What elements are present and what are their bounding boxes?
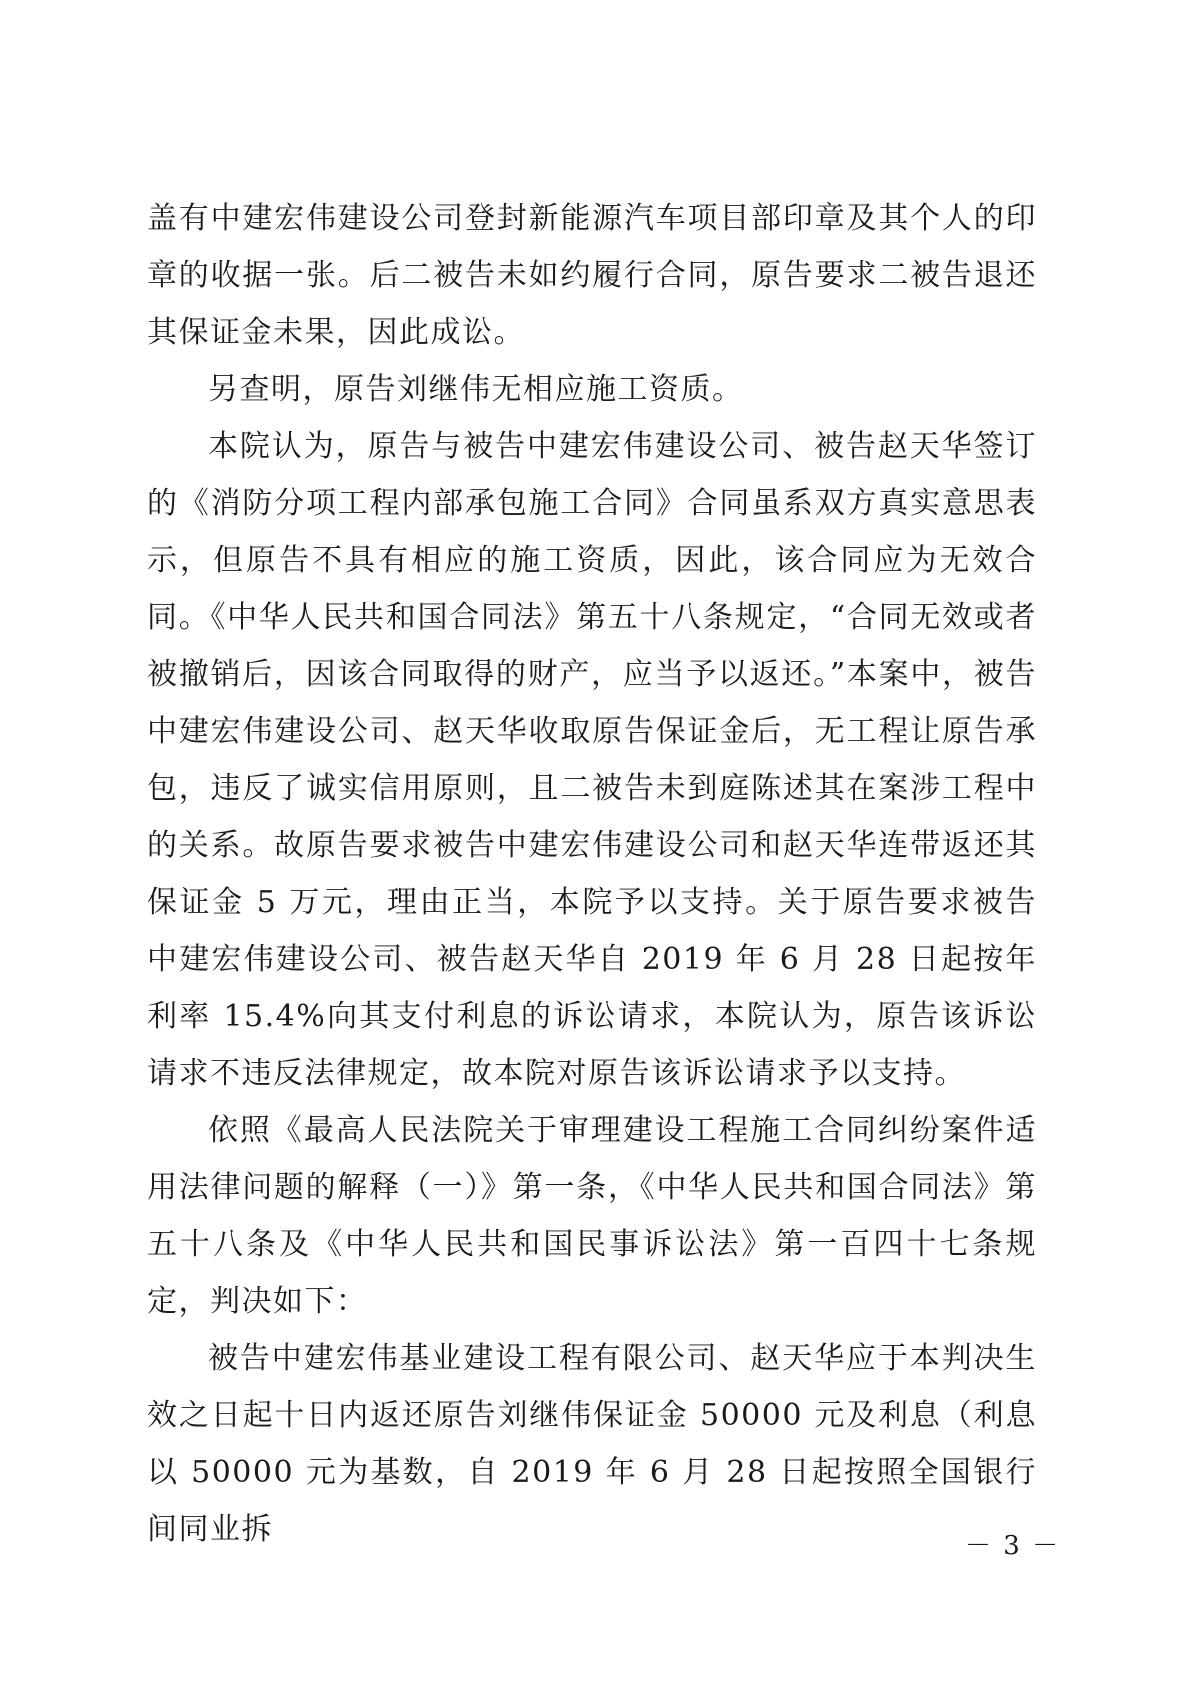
paragraph-1: 盖有中建宏伟建设公司登封新能源汽车项目部印章及其个人的印章的收据一张。后二被告未如约履行合同，原告要求二被告退还其保证金未果，因此成讼。: [147, 201, 1037, 350]
paragraph-4: 依照《最高人民法院关于审理建设工程施工合同纠纷案件适用法律问题的解释（一）》第一条，《中华人民共和国合同法》第五十八条及《中华人民共和国民事诉讼法》第一百四十七条规定，判决如下：: [147, 1113, 1037, 1319]
paragraph-2: 另查明，原告刘继伟无相应施工资质。: [208, 372, 744, 407]
document-body: [147, 190, 1037, 1558]
paragraph-5: 被告中建宏伟基业建设工程有限公司、赵天华应于本判决生效之日起十日内返还原告刘继伟保证金 50000 元及利息（利息以 50000 元为基数，自 2019 年 6 月 28 日起按照全国银行间同业拆: [147, 1341, 1037, 1547]
page-number: － 3 －: [965, 1531, 1061, 1561]
paragraph-3: 本院认为，原告与被告中建宏伟建设公司、被告赵天华签订的《消防分项工程内部承包施工合同》合同虽系双方真实意思表示，但原告不具有相应的施工资质，因此，该合同应为无效合同。《中华人民共和国合同法》第五十八条规定，“合同无效或者被撤销后，因该合同取得的财产，应当予以返还。”本案中，被告中建宏伟建设公司、赵天华收取原告保证金后，无工程让原告承包，违反了诚实信用原则，且二被告未到庭陈述其在案涉工程中的关系。故原告要求被告中建宏伟建设公司和赵天华连带返还其保证金 5 万元，理由正当，本院予以支持。关于原告要求被告中建宏伟建设公司、被告赵天华自 2019 年 6 月 28 日起按年利率 15.4%向其支付利息的诉讼请求，本院认为，原告该诉讼请求不违反法律规定，故本院对原告该诉讼请求予以支持。: [147, 429, 1037, 1091]
